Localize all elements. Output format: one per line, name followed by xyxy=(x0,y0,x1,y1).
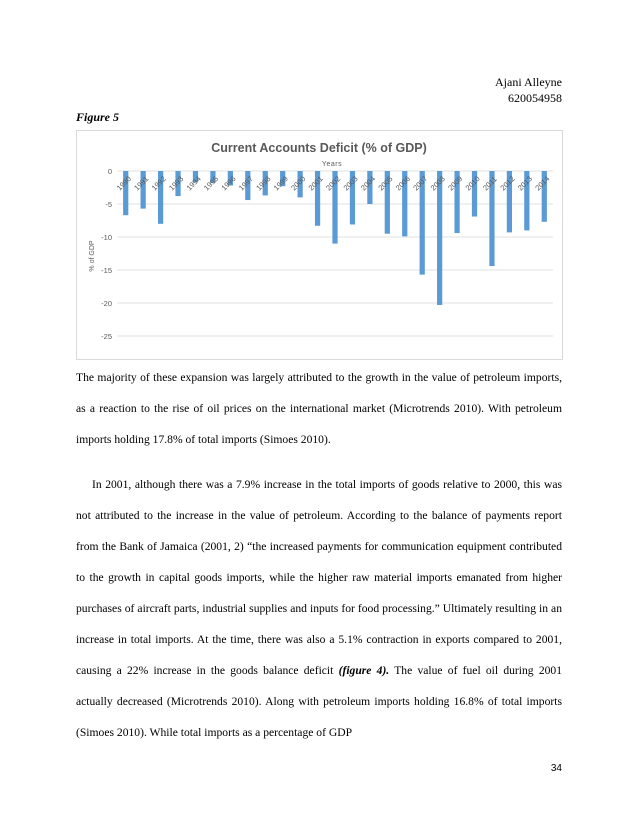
y-tick-label: 0 xyxy=(107,167,112,176)
y-tick-label: -5 xyxy=(105,200,112,209)
x-tick-label: 1995 xyxy=(201,174,221,193)
x-tick-label: 2000 xyxy=(289,174,308,193)
paragraph-2-text xyxy=(76,469,562,748)
y-tick-label: -20 xyxy=(101,299,112,308)
x-tick-label: 2001 xyxy=(306,174,325,193)
figure-label: Figure 5 xyxy=(76,110,120,124)
x-tick-label: 1998 xyxy=(254,174,273,193)
x-tick-label: 1992 xyxy=(149,174,168,193)
x-tick-label: 2004 xyxy=(358,174,378,193)
x-tick-label: 2013 xyxy=(515,174,535,193)
x-tick-label: 1991 xyxy=(132,174,151,193)
x-tick-label: 2005 xyxy=(376,174,395,193)
deficit-bar-chart xyxy=(77,131,562,359)
paragraph-2-part-2: The value of fuel oil during 2001 actually decreased (Microtrends 2010). Along with petroleum imports holding 16.8% of total imports (Simoes 2010). While total imports as a percentage of GDP xyxy=(76,664,563,739)
x-tick-label: 1994 xyxy=(184,174,203,193)
x-tick-label: 2008 xyxy=(428,174,447,193)
y-tick-label: -25 xyxy=(101,332,112,341)
x-tick-label: 1996 xyxy=(219,174,238,193)
author-header xyxy=(495,74,562,106)
paragraph-2 xyxy=(76,469,562,748)
x-tick-label: 1993 xyxy=(167,174,186,193)
x-tick-label: 2002 xyxy=(324,174,343,193)
paragraph-2-part-1: In 2001, although there was a 7.9% increase in the total imports of goods relative to 2000, this was not attributed to the increase in the value of petroleum. According to the balance of payments report from the Bank of Jamaica (2001, 2) “the increased payments for communication equipment contributed to the growth in capital goods imports, while the higher raw material imports emanated from higher purchases of aircraft parts, industrial supplies and inputs for food processing.” Ultimately resulting in an increase in total imports. At the time, there was also a 5.1% contraction in exports compared to 2001, causing a 22% increase in the goods balance deficit xyxy=(76,478,562,677)
x-tick-label: 2007 xyxy=(411,174,430,193)
x-tick-label: 2012 xyxy=(498,174,517,193)
x-tick-label: 2006 xyxy=(393,174,412,193)
chart-container xyxy=(76,130,563,360)
x-tick-label: 2003 xyxy=(341,174,360,193)
page-number: 34 xyxy=(550,763,562,774)
x-tick-label: 2010 xyxy=(463,174,482,193)
y-tick-label: -10 xyxy=(101,233,112,242)
x-tick-label: 1990 xyxy=(114,174,133,193)
figure-reference: (figure 4). xyxy=(338,664,390,677)
x-tick-label: 2009 xyxy=(446,174,465,193)
y-axis-label: % of GDP xyxy=(89,240,96,272)
x-tick-label: 1999 xyxy=(271,174,290,193)
x-axis-label: Years xyxy=(321,161,343,168)
y-tick-label: -15 xyxy=(101,266,112,275)
paragraph-1-text: The majority of these expansion was largely attributed to the growth in the value of petroleum imports, as a reaction to the rise of oil prices on the international market (Microtrends 2010). With petroleum imports holding 17.8% of total imports (Simoes 2010). xyxy=(76,371,562,446)
author-name: Ajani Alleyne xyxy=(495,75,562,89)
x-tick-label: 1997 xyxy=(236,174,256,193)
x-tick-label: 2014 xyxy=(533,174,552,193)
bar-2008 xyxy=(437,171,442,305)
paragraph-1 xyxy=(76,362,562,455)
x-tick-label: 2011 xyxy=(481,174,499,193)
chart-title: Current Accounts Deficit (% of GDP) xyxy=(211,141,427,155)
student-id: 620054958 xyxy=(508,91,562,105)
